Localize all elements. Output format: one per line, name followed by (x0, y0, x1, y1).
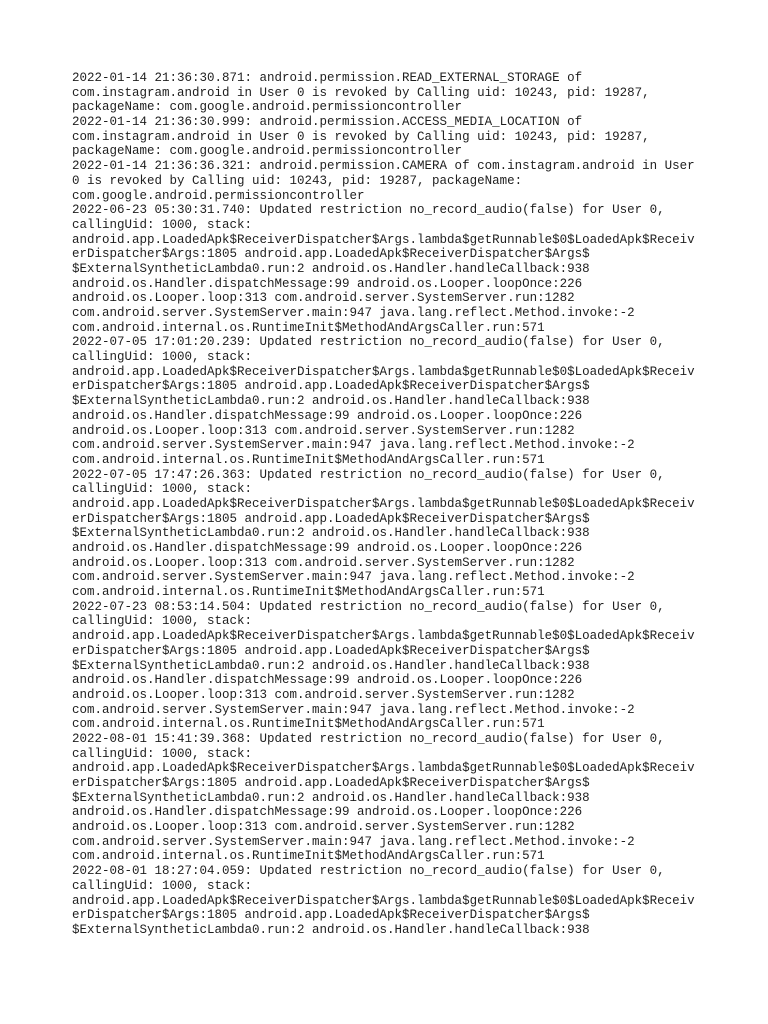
log-line: erDispatcher$Args:1805 android.app.LoadedApk$ReceiverDispatcher$Args$ (72, 643, 590, 658)
log-text-block (72, 71, 752, 938)
log-line: com.android.server.SystemServer.main:947 java.lang.reflect.Method.invoke:-2 (72, 306, 635, 320)
log-line: com.android.server.SystemServer.main:947 java.lang.reflect.Method.invoke:-2 (72, 834, 635, 849)
log-line: erDispatcher$Args:1805 android.app.LoadedApk$ReceiverDispatcher$Args$ (72, 908, 590, 923)
log-line: callingUid: 1000, stack: (72, 482, 253, 497)
log-line: callingUid: 1000, stack: (72, 217, 253, 232)
log-line: 2022-01-14 21:36:30.871: android.permission.READ_EXTERNAL_STORAGE of (72, 71, 583, 85)
log-line: 0 is revoked by Calling uid: 10243, pid: 19287, packageName: (72, 173, 523, 188)
log-line: 2022-01-14 21:36:36.321: android.permission.CAMERA of com.instagram.android in User (72, 159, 695, 174)
log-line: 2022-01-14 21:36:30.999: android.permission.ACCESS_MEDIA_LOCATION of (72, 115, 583, 130)
log-line: erDispatcher$Args:1805 android.app.LoadedApk$ReceiverDispatcher$Args$ (72, 511, 590, 526)
log-line: com.android.internal.os.RuntimeInit$MethodAndArgsCaller.run:571 (72, 320, 545, 335)
log-line: 2022-07-05 17:47:26.363: Updated restriction no_record_audio(false) for User 0, (72, 467, 665, 482)
log-line: android.app.LoadedApk$ReceiverDispatcher$Args.lambda$getRunnable$0$LoadedApk$Receiv (72, 496, 695, 511)
log-line: erDispatcher$Args:1805 android.app.LoadedApk$ReceiverDispatcher$Args$ (72, 776, 590, 790)
log-line: android.app.LoadedApk$ReceiverDispatcher$Args.lambda$getRunnable$0$LoadedApk$Receiv (72, 629, 695, 644)
log-line: com.google.android.permissioncontroller (72, 188, 365, 203)
log-line: com.android.internal.os.RuntimeInit$MethodAndArgsCaller.run:571 (72, 849, 545, 864)
log-line: android.os.Handler.dispatchMessage:99 android.os.Looper.loopOnce:226 (72, 408, 583, 423)
log-line: $ExternalSyntheticLambda0.run:2 android.os.Handler.handleCallback:938 (72, 261, 590, 276)
log-line: android.os.Looper.loop:313 com.android.server.SystemServer.run:1282 (72, 291, 575, 306)
log-line: android.os.Handler.dispatchMessage:99 android.os.Looper.loopOnce:226 (72, 276, 583, 291)
log-line: com.android.server.SystemServer.main:947 java.lang.reflect.Method.invoke:-2 (72, 702, 635, 717)
log-line: 2022-06-23 05:30:31.740: Updated restriction no_record_audio(false) for User 0, (72, 203, 665, 218)
log-line: packageName: com.google.android.permissioncontroller (72, 144, 463, 159)
log-line: com.android.internal.os.RuntimeInit$MethodAndArgsCaller.run:571 (72, 717, 545, 732)
log-line: com.android.internal.os.RuntimeInit$MethodAndArgsCaller.run:571 (72, 452, 545, 467)
log-line: android.os.Looper.loop:313 com.android.server.SystemServer.run:1282 (72, 687, 575, 702)
log-line: 2022-08-01 15:41:39.368: Updated restriction no_record_audio(false) for User 0, (72, 731, 665, 746)
log-line: $ExternalSyntheticLambda0.run:2 android.os.Handler.handleCallback:938 (72, 526, 590, 541)
log-line: callingUid: 1000, stack: (72, 350, 253, 365)
log-line: android.app.LoadedApk$ReceiverDispatcher$Args.lambda$getRunnable$0$LoadedApk$Receiv (72, 364, 695, 379)
log-line: callingUid: 1000, stack: (72, 878, 253, 893)
log-line: $ExternalSyntheticLambda0.run:2 android.os.Handler.handleCallback:938 (72, 790, 590, 805)
log-line: android.app.LoadedApk$ReceiverDispatcher$Args.lambda$getRunnable$0$LoadedApk$Receiv (72, 232, 695, 247)
log-line: android.os.Looper.loop:313 com.android.server.SystemServer.run:1282 (72, 555, 575, 570)
log-line: android.app.LoadedApk$ReceiverDispatcher$Args.lambda$getRunnable$0$LoadedApk$Receiv (72, 761, 695, 776)
log-line: android.app.LoadedApk$ReceiverDispatcher$Args.lambda$getRunnable$0$LoadedApk$Receiv (72, 893, 695, 908)
log-line: erDispatcher$Args:1805 android.app.LoadedApk$ReceiverDispatcher$Args$ (72, 379, 590, 394)
log-line: callingUid: 1000, stack: (72, 614, 253, 629)
log-line: erDispatcher$Args:1805 android.app.LoadedApk$ReceiverDispatcher$Args$ (72, 247, 590, 262)
log-line: com.instagram.android in User 0 is revoked by Calling uid: 10243, pid: 19287, (72, 85, 650, 100)
log-line: 2022-07-05 17:01:20.239: Updated restriction no_record_audio(false) for User 0, (72, 335, 665, 350)
log-line: callingUid: 1000, stack: (72, 746, 253, 761)
log-line: com.android.server.SystemServer.main:947 java.lang.reflect.Method.invoke:-2 (72, 438, 635, 453)
log-line: android.os.Looper.loop:313 com.android.server.SystemServer.run:1282 (72, 423, 575, 438)
log-line: android.os.Looper.loop:313 com.android.server.SystemServer.run:1282 (72, 820, 575, 835)
log-line: $ExternalSyntheticLambda0.run:2 android.os.Handler.handleCallback:938 (72, 658, 590, 673)
log-line: 2022-07-23 08:53:14.504: Updated restriction no_record_audio(false) for User 0, (72, 599, 665, 614)
log-line: $ExternalSyntheticLambda0.run:2 android.os.Handler.handleCallback:938 (72, 394, 590, 409)
log-line: 2022-08-01 18:27:04.059: Updated restriction no_record_audio(false) for User 0, (72, 864, 665, 879)
log-line: android.os.Handler.dispatchMessage:99 android.os.Looper.loopOnce:226 (72, 541, 583, 555)
log-line: android.os.Handler.dispatchMessage:99 android.os.Looper.loopOnce:226 (72, 673, 583, 688)
log-line: com.android.server.SystemServer.main:947 java.lang.reflect.Method.invoke:-2 (72, 570, 635, 585)
log-line: com.android.internal.os.RuntimeInit$MethodAndArgsCaller.run:571 (72, 585, 545, 600)
log-line: $ExternalSyntheticLambda0.run:2 android.os.Handler.handleCallback:938 (72, 922, 590, 937)
log-line: packageName: com.google.android.permissioncontroller (72, 100, 463, 115)
log-line: com.instagram.android in User 0 is revoked by Calling uid: 10243, pid: 19287, (72, 129, 650, 144)
log-line: android.os.Handler.dispatchMessage:99 android.os.Looper.loopOnce:226 (72, 805, 583, 820)
